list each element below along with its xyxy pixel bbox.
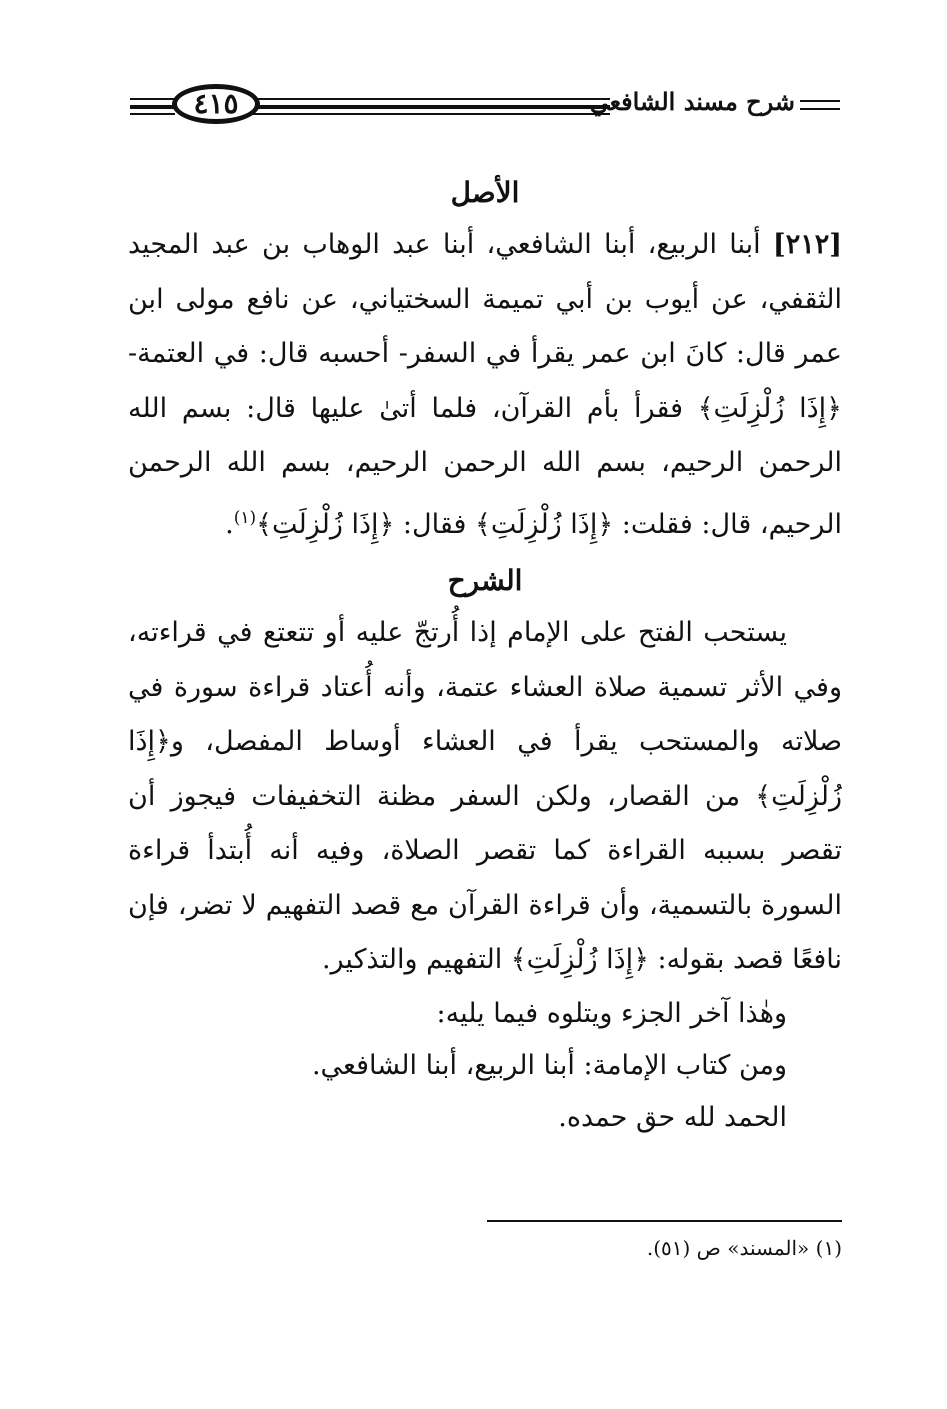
running-title: شرح مسند الشافعي <box>610 84 795 120</box>
header-rule <box>130 105 175 109</box>
footnote-marker: (١) <box>233 507 257 528</box>
hadith-end: . <box>225 508 234 540</box>
page-header <box>130 80 842 130</box>
section-heading-sharh: الشرح <box>447 564 523 597</box>
commentary-text: يستحب الفتح على الإمام إذا أُرتجّ عليه أو تتعتع في قراءته، وفي الأثر تسمية صلاة العشاء عتمة، وأنه أُعتاد قراءة سورة في صلاته والمستحب يقرأ في العشاء أوساط المفصل، و﴿إِذَا زُلْزِلَتِ﴾ من القصار، ولكن السفر مظنة التخفيفات فيجوز أن تقصر بسببه القراءة كما تقصر الصلاة، وفيه أنه أُبتدأ قراءة السورة بالتسمية، وأن قراءة القرآن مع قصد التفهيم لا تضر، فإن نافعًا قصد بقوله: ﴿إِذَا زُلْزِلَتِ﴾ التفهيم والتذكير. <box>128 617 842 975</box>
footnote: (١) «المسند» ص (٥١). <box>646 1236 842 1260</box>
closing-line: وهٰذا آخر الجزء ويتلوه فيما يليه: <box>436 997 787 1029</box>
hadith-number: [٢١٢] <box>772 229 842 260</box>
closing-line: ومن كتاب الإمامة: أبنا الربيع، أبنا الشافعي. <box>311 1049 787 1081</box>
header-rule <box>130 113 175 115</box>
main-content <box>128 168 842 1144</box>
commentary-paragraph <box>128 606 842 988</box>
hadith-text: أبنا الربيع، أبنا الشافعي، أبنا عبد الوهاب بن عبد المجيد الثقفي، عن أيوب بن أبي تميمة السختياني، عن نافع مولى ابن عمر قال: كانَ ابن عمر يقرأ في السفر- أحسبه قال: في العتمة- ﴿إِذَا زُلْزِلَتِ﴾ فقرأ بأم القرآن، فلما أتىٰ عليها قال: بسم الله الرحمن الرحيم، بسم الله الرحمن الرحيم، بسم الله الرحمن الرحيم، قال: فقلت: ﴿إِذَا زُلْزِلَتِ﴾ فقال: ﴿إِذَا زُلْزِلَتِ﴾ <box>128 229 842 540</box>
header-rule <box>800 100 840 102</box>
header-rule <box>800 108 840 110</box>
closing-block <box>128 988 787 1144</box>
hadith-paragraph <box>128 218 842 552</box>
page-number: ٤١٥ <box>172 84 260 124</box>
section-heading-asl: الأصل <box>450 176 520 209</box>
header-rule <box>130 98 175 100</box>
footnote-separator <box>487 1220 842 1222</box>
closing-line: الحمد لله حق حمده. <box>558 1101 787 1133</box>
